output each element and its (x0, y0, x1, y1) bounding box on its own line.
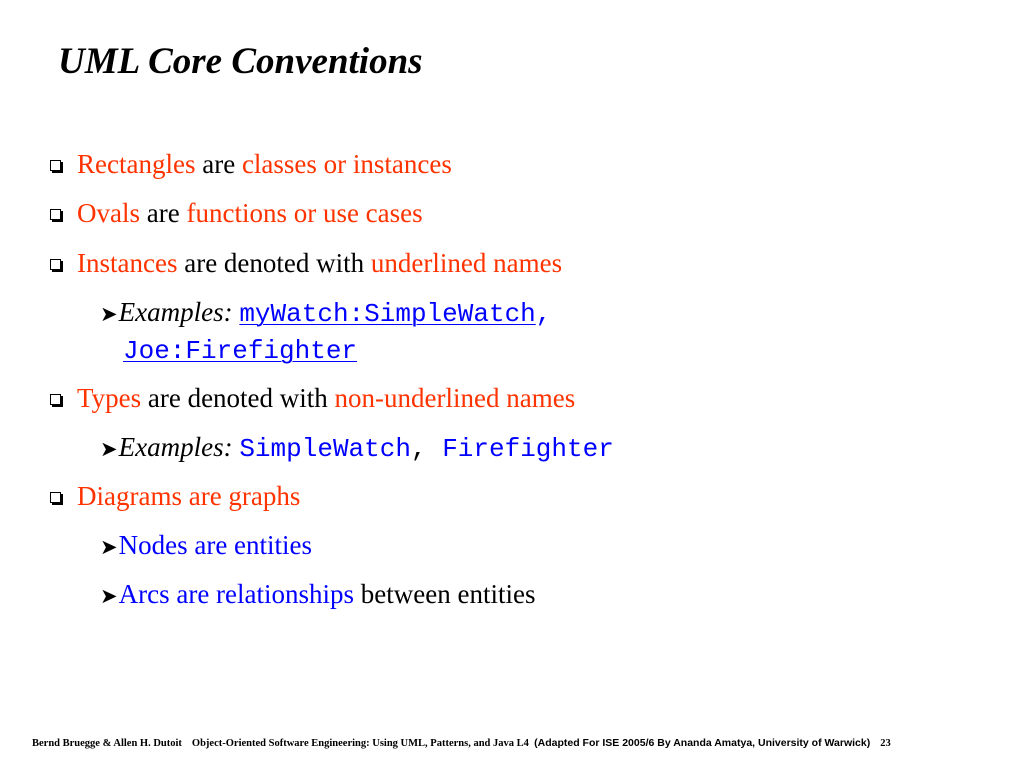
examples-label: Examples: (118, 297, 233, 327)
bullet-types (50, 382, 575, 414)
bullet-instances (50, 247, 562, 279)
bullet-term: Diagrams are graphs (77, 481, 301, 511)
bullet-term: Ovals (77, 198, 140, 228)
sub-bullet-nodes (100, 529, 312, 563)
footer-page-number: 23 (880, 738, 891, 749)
bullet-rectangles (50, 148, 452, 180)
square-bullet-icon (50, 492, 61, 503)
bullet-term: underlined names (370, 248, 563, 278)
arrow-bullet-icon: ➤ (100, 302, 118, 326)
sub-bullet-arcs (100, 578, 535, 612)
square-bullet-icon (50, 259, 61, 270)
bullet-term: Rectangles (77, 149, 196, 179)
bullet-text: are (140, 198, 187, 228)
bullet-term: Types (77, 383, 142, 413)
square-bullet-icon (50, 209, 61, 220)
bullet-text: are denoted with (141, 383, 335, 413)
bullet-ovals (50, 197, 423, 229)
footer-book: Object-Oriented Software Engineering: Using UML, Patterns, and Java L4 (191, 738, 529, 749)
square-bullet-icon (50, 394, 61, 405)
example-code: myWatch:SimpleWatch (239, 299, 536, 329)
footer-authors: Bernd Bruegge & Allen H. Dutoit (32, 738, 182, 749)
footer-adapted: (Adapted For ISE 2005/6 By Ananda Amatya, University of Warwick) (534, 737, 871, 749)
example-separator: , (410, 434, 443, 464)
bullet-diagrams (50, 480, 300, 512)
bullet-term: classes or instances (241, 149, 452, 179)
slide-title: UML Core Conventions (58, 41, 423, 82)
example-code: Firefighter (442, 434, 614, 464)
sub-bullet-instance-examples-cont (123, 333, 357, 367)
example-code: Joe:Firefighter (123, 336, 358, 366)
bullet-term: non-underlined names (334, 383, 576, 413)
bullet-text: are denoted with (177, 248, 371, 278)
example-code: SimpleWatch (239, 434, 411, 464)
bullet-term: Instances (77, 248, 178, 278)
arrow-bullet-icon: ➤ (100, 535, 118, 559)
square-bullet-icon (50, 160, 61, 171)
arrow-bullet-icon: ➤ (100, 437, 118, 461)
bullet-term: functions or use cases (186, 198, 423, 228)
example-separator: , (535, 299, 552, 329)
bullet-text: are (195, 149, 242, 179)
bullet-term: Arcs are relationships (118, 579, 355, 609)
sub-bullet-type-examples (100, 431, 614, 465)
slide-footer (32, 737, 891, 749)
bullet-term: Nodes are entities (118, 530, 313, 560)
examples-label: Examples: (118, 432, 233, 462)
sub-bullet-instance-examples (100, 296, 551, 330)
bullet-text: between entities (354, 579, 536, 609)
arrow-bullet-icon: ➤ (100, 584, 118, 608)
